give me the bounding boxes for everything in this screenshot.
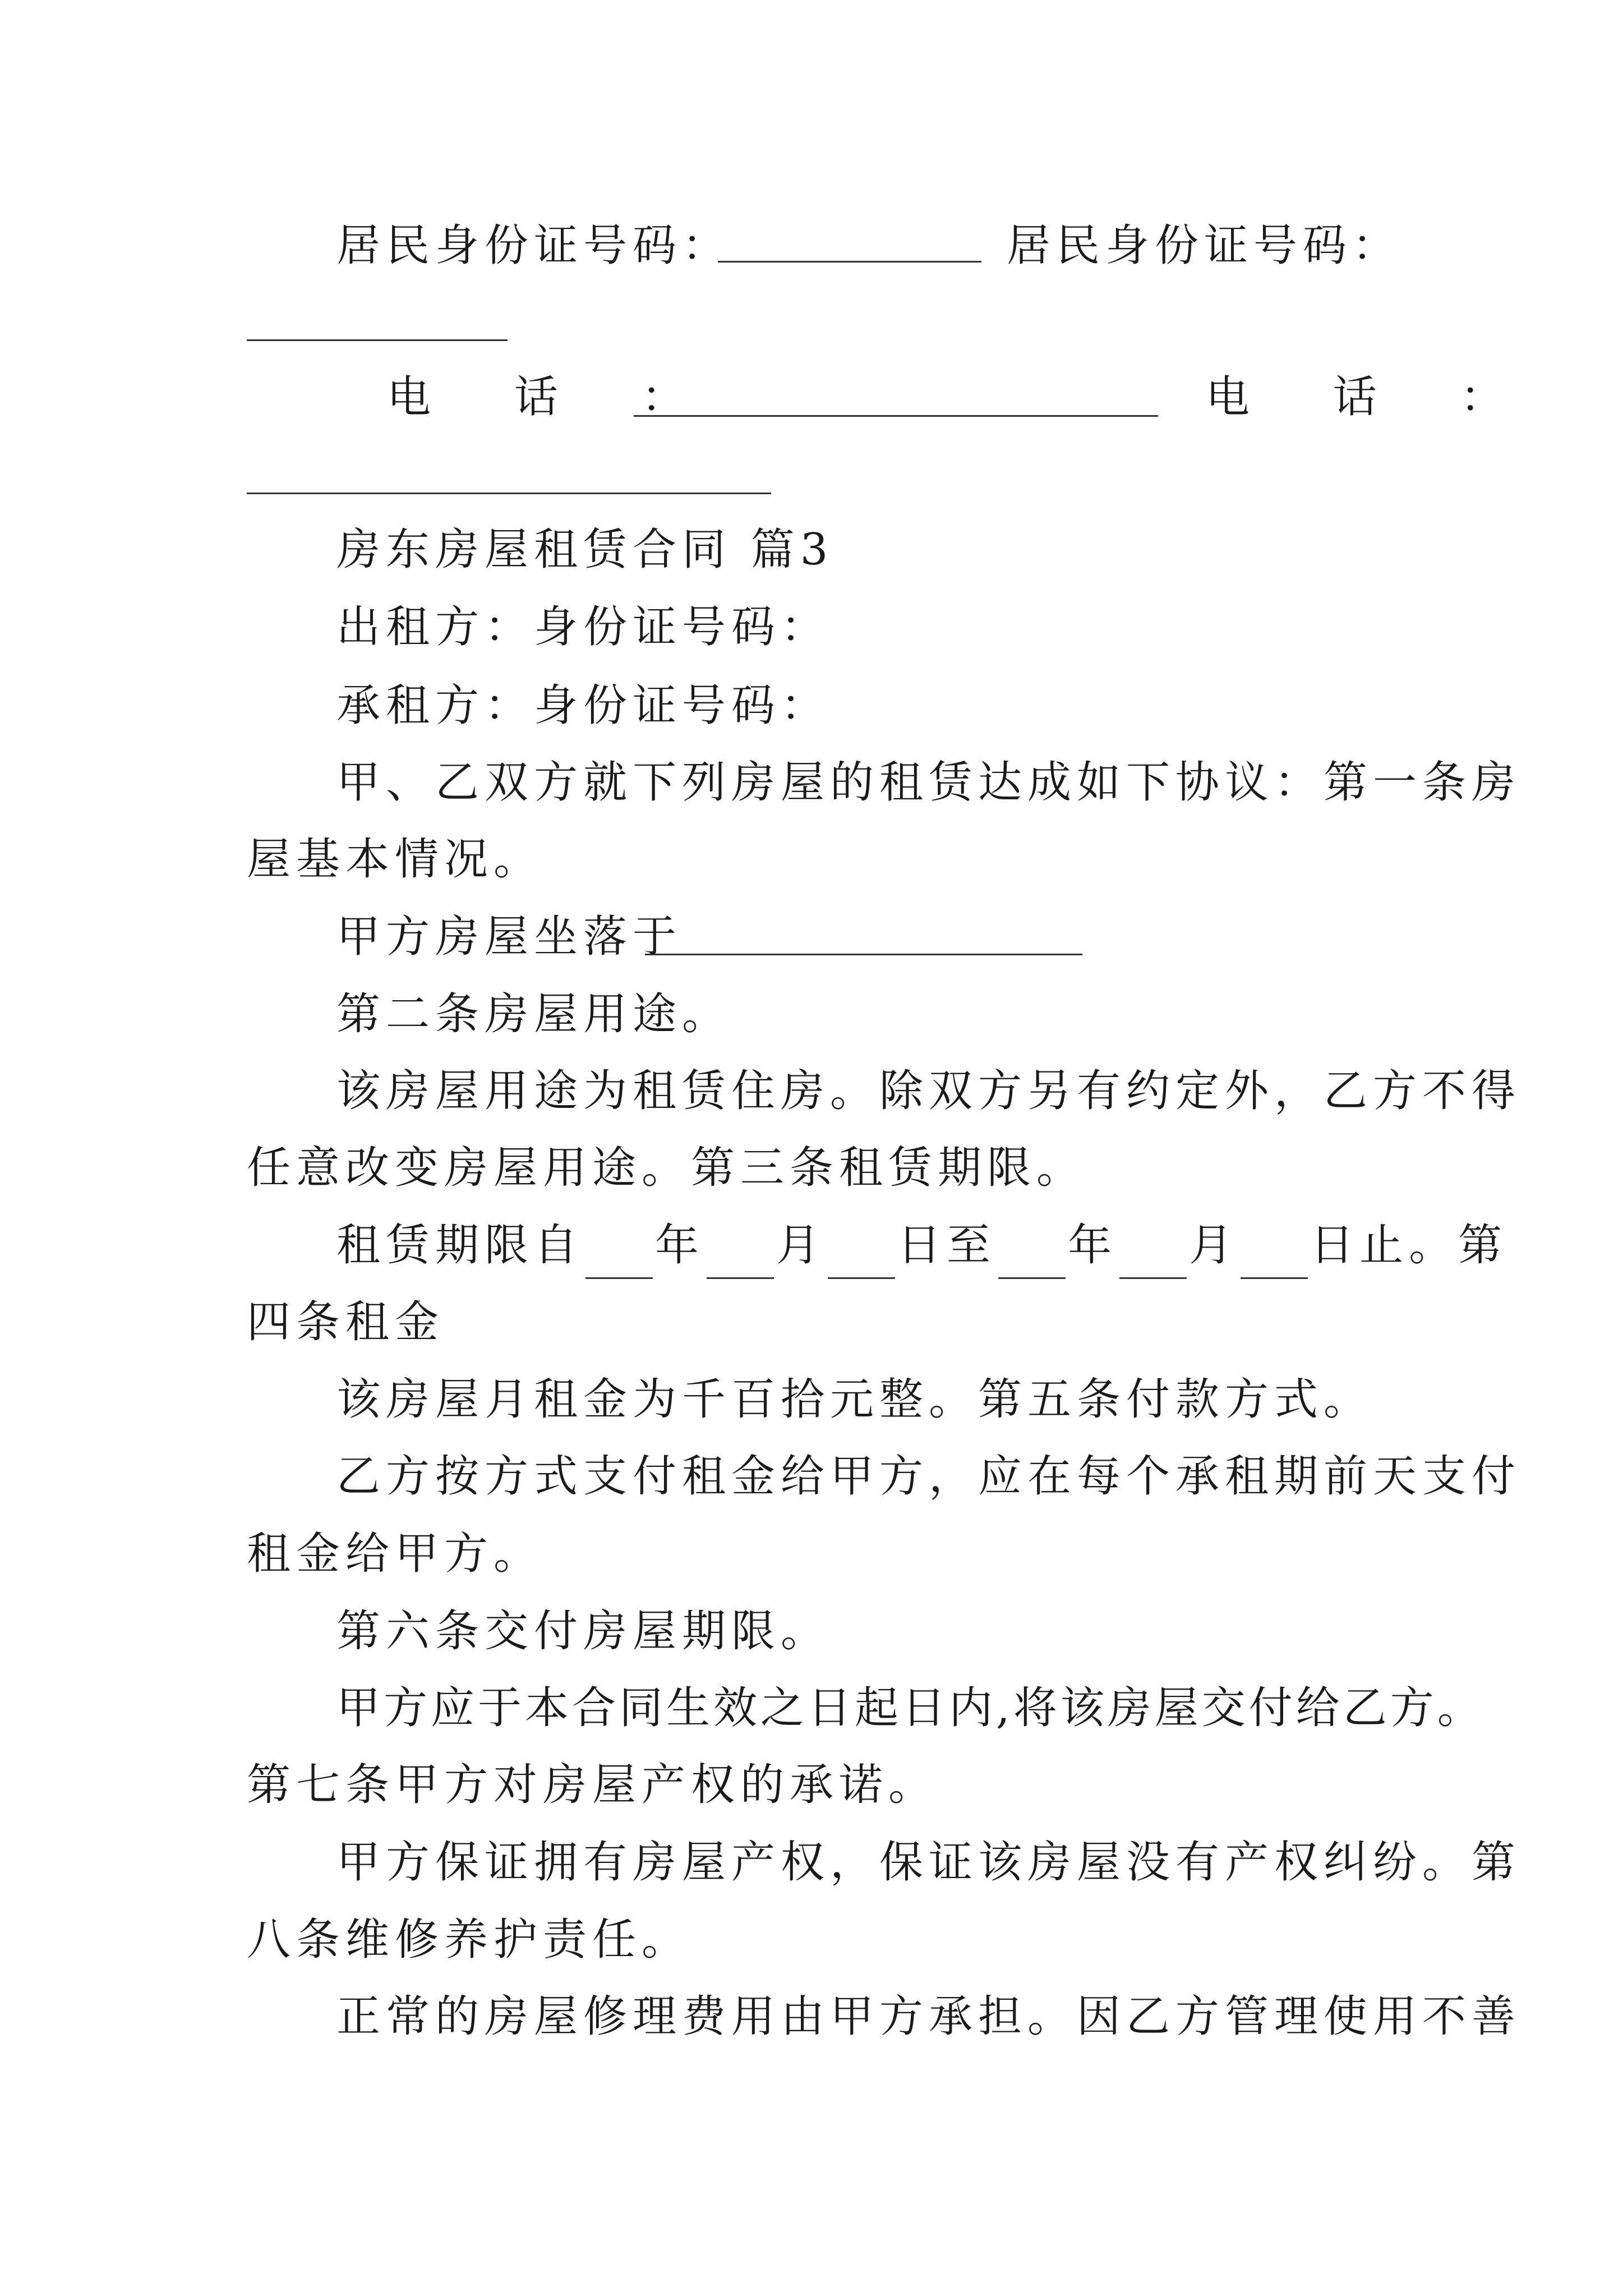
- paragraph-8: 第六条交付房屋期限。: [336, 1606, 831, 1657]
- paragraph-7-line-1: 乙方按方式支付租金给甲方，应在每个承租期前天支付: [336, 1451, 1521, 1502]
- lease-prefix: 租赁期限自: [336, 1220, 584, 1271]
- lease-year-1: 年: [655, 1220, 705, 1271]
- lessee-line: 承租方：身份证号码：: [336, 680, 831, 731]
- year-blank-1: [585, 1232, 653, 1279]
- id-label-left: 居民身份证号码：: [336, 220, 732, 271]
- phone-blank-right: [247, 493, 771, 494]
- lease-day-1: 日至: [897, 1220, 997, 1271]
- id-blank-left: [718, 261, 981, 263]
- paragraph-6: 该房屋月租金为千百拾元整。第五条付款方式。: [336, 1374, 1373, 1425]
- paragraph-2: 甲方房屋坐落于: [336, 912, 683, 962]
- paragraph-4-line-1: 该房屋用途为租赁住房。除双方另有约定外，乙方不得: [336, 1066, 1521, 1116]
- paragraph-5-line-1: [336, 1212, 1507, 1279]
- id-label-right: 居民身份证号码：: [1007, 220, 1402, 271]
- paragraph-3: 第二条房屋用途。: [336, 989, 732, 1039]
- paragraph-10-line-1: 甲方保证拥有房屋产权，保证该房屋没有产权纠纷。第: [336, 1837, 1521, 1888]
- paragraph-1-line-2: 屋基本情况。: [247, 834, 543, 885]
- month-blank-2: [1119, 1232, 1187, 1279]
- lease-month-1: 月: [776, 1220, 826, 1271]
- phone-blank-left: [634, 415, 1158, 417]
- paragraph-11: 正常的房屋修理费用由甲方承担。因乙方管理使用不善: [336, 1991, 1521, 2042]
- id-blank-right: [247, 339, 508, 341]
- paragraph-10-line-2: 八条维修养护责任。: [247, 1915, 691, 1965]
- phone-label-left: 电 话 ：: [387, 372, 720, 422]
- phone-label-right: 电 话 ：: [1206, 372, 1539, 422]
- lessor-line: 出租方：身份证号码：: [336, 602, 831, 652]
- year-blank-2: [998, 1232, 1066, 1279]
- month-blank-1: [707, 1232, 774, 1279]
- lease-month-2: 月: [1189, 1220, 1239, 1271]
- paragraph-9-line-1: 甲方应于本合同生效之日起日内,将该房屋交付给乙方。: [336, 1683, 1484, 1733]
- lease-year-2: 年: [1068, 1220, 1118, 1271]
- day-blank-2: [1241, 1232, 1308, 1279]
- paragraph-1-line-1: 甲、乙双方就下列房屋的租赁达成如下协议：第一条房: [336, 757, 1521, 808]
- day-blank-1: [828, 1232, 895, 1279]
- location-blank: [645, 954, 1082, 955]
- lease-day-2: 日止。第: [1310, 1220, 1508, 1271]
- paragraph-5-line-2: 四条租金: [247, 1297, 445, 1347]
- paragraph-4-line-2: 任意改变房屋用途。第三条租赁期限。: [247, 1143, 1086, 1193]
- paragraph-9-line-2: 第七条甲方对房屋产权的承诺。: [247, 1760, 938, 1810]
- section-title: 房东房屋租赁合同 篇3: [336, 524, 834, 575]
- paragraph-7-line-2: 租金给甲方。: [247, 1529, 543, 1579]
